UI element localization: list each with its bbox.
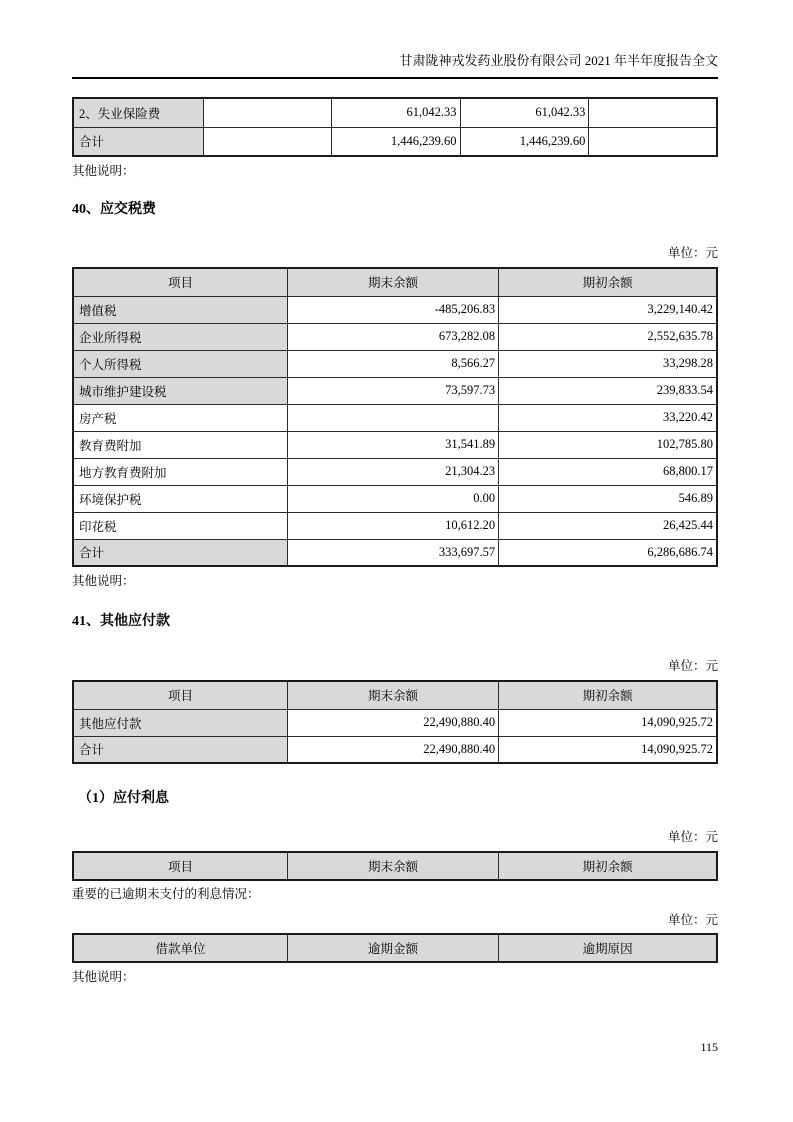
interest-payable-title: （1）应付利息 (78, 791, 169, 806)
tax-item-cell: 合计 (73, 539, 287, 566)
empty-cell (203, 127, 331, 156)
ending-balance-cell: 1,446,239.60 (331, 127, 460, 156)
payable-item-cell: 其他应付款 (73, 709, 287, 736)
tax-item-cell: 环境保护税 (73, 485, 287, 512)
beginning-balance-cell: 102,785.80 (499, 431, 717, 458)
empty-cell (589, 98, 717, 127)
ending-balance-cell: 31,541.89 (287, 431, 498, 458)
unit-label: 单位：元 (667, 246, 718, 260)
row-label-cell: 合计 (73, 127, 203, 156)
beginning-balance-cell: 14,090,925.72 (499, 709, 717, 736)
column-header-ending: 期末余额 (287, 852, 498, 880)
column-header-borrower: 借款单位 (73, 934, 287, 962)
ending-balance-cell: 73,597.73 (287, 377, 498, 404)
ending-balance-cell: 22,490,880.40 (287, 736, 498, 763)
ending-balance-cell (287, 404, 498, 431)
other-notes-label: 其他说明： (72, 970, 135, 984)
ending-balance-cell: 0.00 (287, 485, 498, 512)
tax-item-cell: 教育费附加 (73, 431, 287, 458)
ending-balance-cell: 673,282.08 (287, 323, 498, 350)
overdue-interest-caption: 重要的已逾期未支付的利息情况： (72, 887, 260, 901)
table-header-row (73, 852, 717, 880)
table-row (73, 323, 717, 350)
interest-payable-table (72, 851, 718, 881)
ending-balance-cell: 22,490,880.40 (287, 709, 498, 736)
beginning-balance-cell: 68,800.17 (499, 458, 717, 485)
other-notes-label: 其他说明： (72, 164, 135, 178)
other-payables-table (72, 680, 718, 764)
column-header-beginning: 期初余额 (499, 268, 717, 296)
table-row (73, 431, 717, 458)
table-row (73, 296, 717, 323)
column-header-beginning: 期初余额 (499, 852, 717, 880)
empty-cell (589, 127, 717, 156)
table-header-row (73, 681, 717, 709)
beginning-balance-cell: 61,042.33 (460, 98, 589, 127)
tax-item-cell: 城市维护建设税 (73, 377, 287, 404)
unit-label: 单位：元 (667, 913, 718, 927)
row-label-cell: 2、失业保险费 (73, 98, 203, 127)
table-row (73, 404, 717, 431)
table-row (73, 458, 717, 485)
tax-item-cell: 印花税 (73, 512, 287, 539)
column-header-overdue-reason: 逾期原因 (499, 934, 717, 962)
unit-label: 单位：元 (667, 659, 718, 673)
tax-item-cell: 地方教育费附加 (73, 458, 287, 485)
beginning-balance-cell: 6,286,686.74 (499, 539, 717, 566)
column-header-overdue-amount: 逾期金额 (287, 934, 498, 962)
table-total-row (73, 736, 717, 763)
ending-balance-cell: 333,697.57 (287, 539, 498, 566)
column-header-ending: 期末余额 (287, 268, 498, 296)
table-total-row (73, 539, 717, 566)
unit-label: 单位：元 (667, 830, 718, 844)
social-insurance-continuation-table (72, 97, 718, 157)
column-header-item: 项目 (73, 852, 287, 880)
empty-cell (203, 98, 331, 127)
table-row (73, 709, 717, 736)
table-header-row (73, 268, 717, 296)
tax-item-cell: 房产税 (73, 404, 287, 431)
table-row (73, 350, 717, 377)
table-row (73, 485, 717, 512)
tax-item-cell: 增值税 (73, 296, 287, 323)
page-number: 115 (700, 1040, 718, 1054)
beginning-balance-cell: 239,833.54 (499, 377, 717, 404)
overdue-interest-table (72, 933, 718, 963)
table-row (73, 377, 717, 404)
beginning-balance-cell: 546.89 (499, 485, 717, 512)
page-content (72, 0, 718, 985)
column-header-item: 项目 (73, 681, 287, 709)
section-41-title: 41、其他应付款 (72, 614, 170, 629)
table-row (73, 512, 717, 539)
beginning-balance-cell: 33,298.28 (499, 350, 717, 377)
beginning-balance-cell: 2,552,635.78 (499, 323, 717, 350)
taxes-payable-table (72, 267, 718, 567)
ending-balance-cell: 10,612.20 (287, 512, 498, 539)
table-row (73, 98, 717, 127)
beginning-balance-cell: 3,229,140.42 (499, 296, 717, 323)
ending-balance-cell: -485,206.83 (287, 296, 498, 323)
other-notes-label: 其他说明： (72, 574, 135, 588)
ending-balance-cell: 8,566.27 (287, 350, 498, 377)
beginning-balance-cell: 1,446,239.60 (460, 127, 589, 156)
ending-balance-cell: 61,042.33 (331, 98, 460, 127)
column-header-beginning: 期初余额 (499, 681, 717, 709)
tax-item-cell: 个人所得税 (73, 350, 287, 377)
tax-item-cell: 企业所得税 (73, 323, 287, 350)
beginning-balance-cell: 14,090,925.72 (499, 736, 717, 763)
table-header-row (73, 934, 717, 962)
ending-balance-cell: 21,304.23 (287, 458, 498, 485)
beginning-balance-cell: 26,425.44 (499, 512, 717, 539)
report-title: 甘肃陇神戎发药业股份有限公司 2021 年半年度报告全文 (399, 53, 718, 68)
column-header-item: 项目 (73, 268, 287, 296)
document-header (72, 0, 718, 79)
section-40-title: 40、应交税费 (72, 202, 156, 217)
beginning-balance-cell: 33,220.42 (499, 404, 717, 431)
table-row (73, 127, 717, 156)
payable-item-cell: 合计 (73, 736, 287, 763)
column-header-ending: 期末余额 (287, 681, 498, 709)
